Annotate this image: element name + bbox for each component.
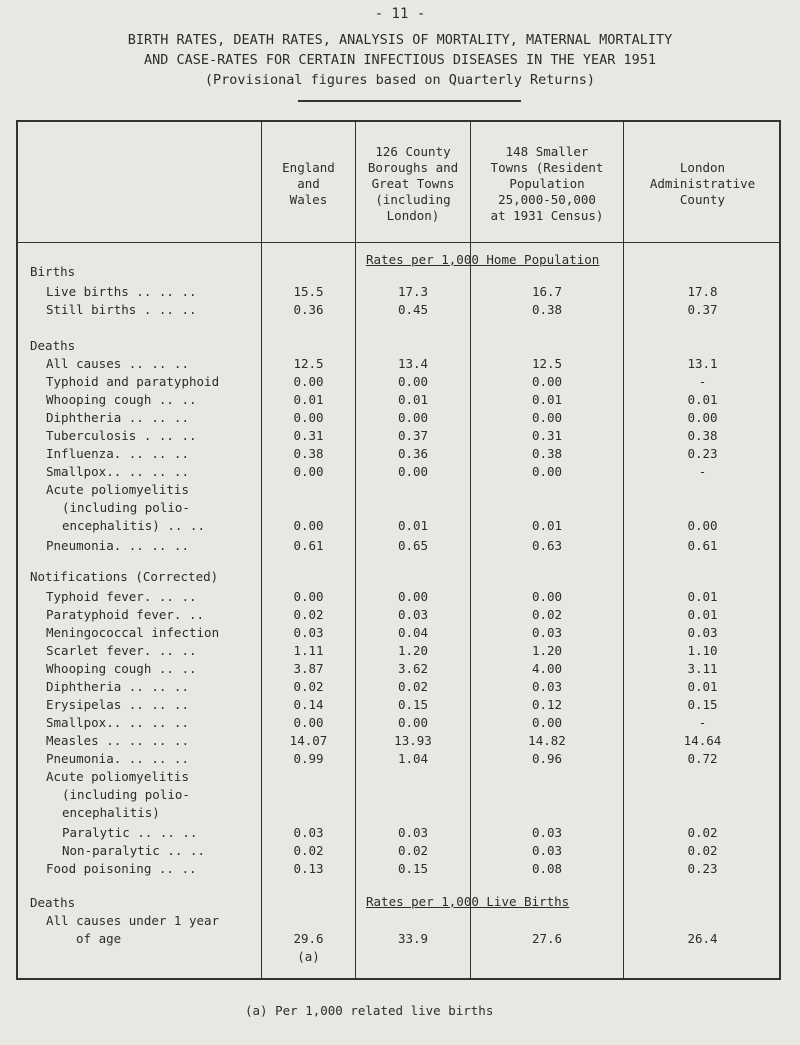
table-row-label: encephalitis) [62, 805, 160, 820]
section-heading-infant-deaths: Deaths [30, 895, 76, 910]
page-number: - 11 - [374, 6, 426, 22]
table-row: Diphtheria .. .. .. 0.02 0.02 0.03 0.01 [46, 679, 718, 694]
table-row: All causes .. .. .. 12.5 13.4 12.5 13.1 [46, 356, 718, 371]
column-header-england-wales: England and Wales [282, 160, 335, 207]
table-row: Non-paralytic .. .. 0.02 0.02 0.03 0.02 [62, 843, 718, 858]
title-line-1: BIRTH RATES, DEATH RATES, ANALYSIS OF MORTALITY, MATERNAL MORTALITY [127, 32, 673, 48]
table-row: Whooping cough .. .. 0.01 0.01 0.01 0.01 [46, 392, 718, 407]
table-row-label: Acute poliomyelitis [46, 482, 189, 497]
table-row: encephalitis) .. .. 0.00 0.01 0.01 0.00 [62, 518, 718, 533]
table-row: Smallpox.. .. .. .. 0.00 0.00 0.00 - [46, 715, 707, 730]
table-row: Scarlet fever. .. .. 1.11 1.20 1.20 1.10 [46, 643, 718, 658]
section-heading-notifications: Notifications (Corrected) [30, 569, 219, 584]
table-row-label: (including polio- [62, 787, 190, 802]
table-row: Measles .. .. .. .. 14.07 13.93 14.82 14.64 [46, 733, 722, 748]
footnote: (a) Per 1,000 related live births [245, 1003, 494, 1018]
column-header-smaller-towns: 148 Smaller Towns (Resident Population 25,000-50,000 at 1931 Census) [490, 144, 604, 223]
table-row: Tuberculosis . .. .. 0.31 0.37 0.31 0.38 [46, 428, 718, 443]
table-row: Diphtheria .. .. .. 0.00 0.00 0.00 0.00 [46, 410, 718, 425]
table-row: Food poisoning .. .. 0.13 0.15 0.08 0.23 [46, 861, 718, 876]
table-row: Smallpox.. .. .. .. 0.00 0.00 0.00 - [46, 464, 707, 479]
table-row: Meningococcal infection 0.03 0.04 0.03 0.03 [46, 625, 718, 640]
title-line-2: AND CASE-RATES FOR CERTAIN INFECTIOUS DISEASES IN THE YEAR 1951 [143, 52, 657, 68]
header-rule [16, 242, 781, 243]
table-row-label: Acute poliomyelitis [46, 769, 189, 784]
rate-header-live-births: Rates per 1,000 Live Births [366, 894, 570, 909]
table-row: Whooping cough .. .. 3.87 3.62 4.00 3.11 [46, 661, 718, 676]
table-row: Still births . .. .. 0.36 0.45 0.38 0.37 [46, 302, 718, 317]
rate-header-population: Rates per 1,000 Home Population [366, 252, 600, 267]
table-row: Typhoid and paratyphoid 0.00 0.00 0.00 - [46, 374, 707, 389]
table-row: Erysipelas .. .. .. 0.14 0.15 0.12 0.15 [46, 697, 718, 712]
table-row: Typhoid fever. .. .. 0.00 0.00 0.00 0.01 [46, 589, 718, 604]
table-row-label: All causes under 1 year [46, 913, 220, 928]
table-row: Influenza. .. .. .. 0.38 0.36 0.38 0.23 [46, 446, 718, 461]
title-line-3: (Provisional figures based on Quarterly Returns) [204, 72, 596, 88]
table-row: Paratyphoid fever. .. 0.02 0.03 0.02 0.01 [46, 607, 718, 622]
footnote-marker: (a) [297, 949, 320, 964]
column-header-london: London Administrative County [649, 160, 756, 207]
table-row: Pneumonia. .. .. .. 0.99 1.04 0.96 0.72 [46, 751, 718, 766]
table-row: Pneumonia. .. .. .. 0.61 0.65 0.63 0.61 [46, 538, 718, 553]
table-row-label: (including polio- [62, 500, 190, 515]
title-rule [298, 100, 521, 102]
section-heading-deaths: Deaths [30, 338, 76, 353]
table-row: of age 29.6 33.9 27.6 26.4 [76, 931, 718, 946]
table-row: Paralytic .. .. .. 0.03 0.03 0.03 0.02 [62, 825, 718, 840]
table-row: Live births .. .. .. 15.5 17.3 16.7 17.8 [46, 284, 718, 299]
section-heading-births: Births [30, 264, 76, 279]
column-header-county-boroughs: 126 County Boroughs and Great Towns (including London) [367, 144, 459, 223]
